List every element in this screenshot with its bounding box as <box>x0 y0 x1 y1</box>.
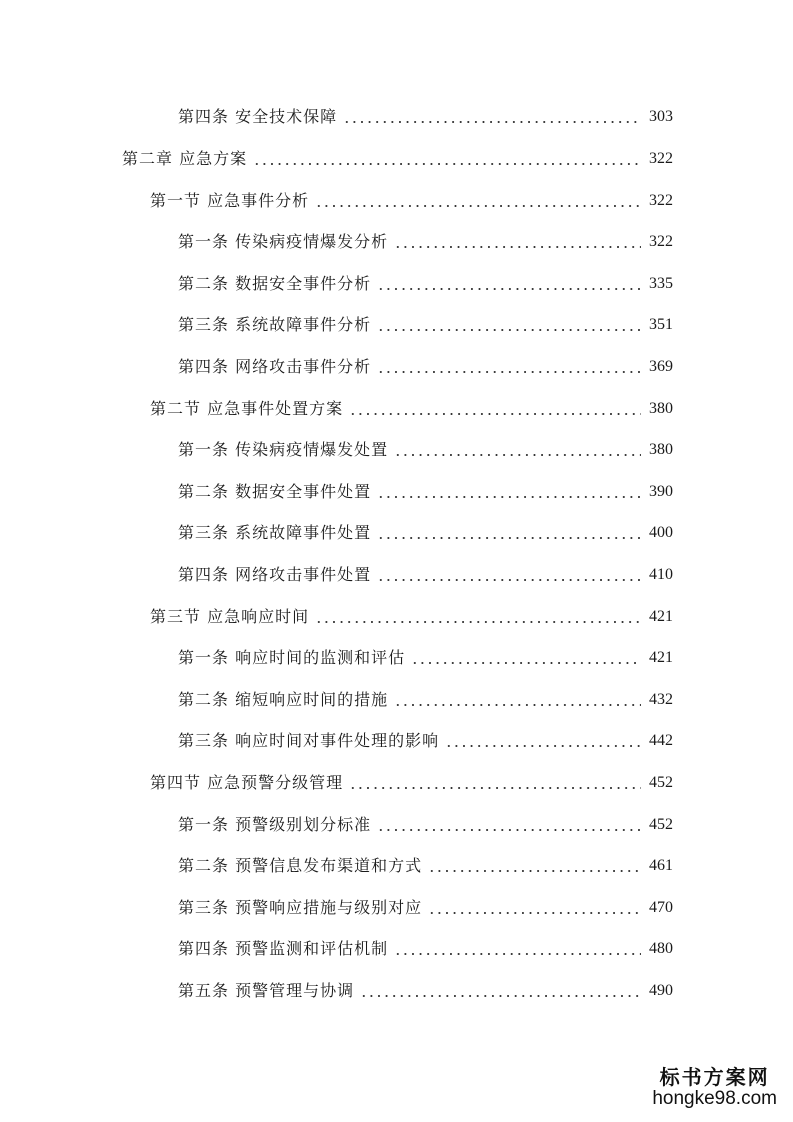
toc-entry-label: 第四条 网络攻击事件处置 <box>178 565 372 584</box>
toc-entry[interactable] <box>178 479 673 505</box>
toc-entry[interactable] <box>150 396 673 422</box>
watermark-site-url: hongke98.com <box>652 1088 777 1109</box>
toc-entry[interactable] <box>178 812 673 838</box>
toc-entry[interactable] <box>178 520 673 546</box>
toc-page-number: 390 <box>649 483 673 500</box>
toc-entry-label: 第一条 传染病疫情爆发处置 <box>178 440 389 459</box>
toc-entry[interactable] <box>150 770 673 796</box>
toc-entry-label: 第二章 应急方案 <box>122 149 248 168</box>
toc-dot-leader <box>377 371 641 373</box>
toc-dot-leader <box>377 829 641 831</box>
toc-dot-leader <box>394 454 641 456</box>
toc-dot-leader <box>349 413 641 415</box>
toc-entry-label: 第四条 预警监测和评估机制 <box>178 939 389 958</box>
toc-page-number: 322 <box>649 233 673 250</box>
toc-entry[interactable] <box>178 687 673 713</box>
toc-entry-label: 第四条 网络攻击事件分析 <box>178 357 372 376</box>
toc-entry-label: 第三条 响应时间对事件处理的影响 <box>178 731 440 750</box>
toc-dot-leader <box>394 246 641 248</box>
toc-dot-leader <box>394 704 641 706</box>
toc-entry-label: 第二条 缩短响应时间的措施 <box>178 690 389 709</box>
toc-page-number: 421 <box>649 649 673 666</box>
toc-dot-leader <box>253 163 641 165</box>
toc-entry[interactable] <box>178 437 673 463</box>
toc-dot-leader <box>360 995 641 997</box>
toc-entry[interactable] <box>178 354 673 380</box>
toc-dot-leader <box>411 662 641 664</box>
toc-page-number: 461 <box>649 857 673 874</box>
toc-entry[interactable] <box>178 562 673 588</box>
toc-entry[interactable] <box>178 728 673 754</box>
toc-page-number: 432 <box>649 691 673 708</box>
toc-entry-label: 第四节 应急预警分级管理 <box>150 773 344 792</box>
toc-page-number: 322 <box>649 150 673 167</box>
toc-page-number: 421 <box>649 608 673 625</box>
toc-entry[interactable] <box>178 229 673 255</box>
toc-entry-label: 第一节 应急事件分析 <box>150 191 310 210</box>
toc-dot-leader <box>394 953 641 955</box>
toc-entry[interactable] <box>178 978 673 1004</box>
toc-dot-leader <box>377 579 641 581</box>
toc-entry[interactable] <box>150 188 673 214</box>
toc-entry-label: 第三条 系统故障事件处置 <box>178 523 372 542</box>
toc-entry[interactable] <box>178 936 673 962</box>
toc-dot-leader <box>377 329 641 331</box>
toc-entry-label: 第二条 数据安全事件处置 <box>178 482 372 501</box>
toc-page-number: 369 <box>649 358 673 375</box>
site-watermark <box>652 1066 777 1110</box>
toc-page-number: 351 <box>649 316 673 333</box>
toc-page-number: 452 <box>649 774 673 791</box>
toc-dot-leader <box>349 787 641 789</box>
toc-dot-leader <box>377 288 641 290</box>
toc-entry-label: 第三节 应急响应时间 <box>150 607 310 626</box>
toc-page-number: 380 <box>649 400 673 417</box>
toc-entry[interactable] <box>178 312 673 338</box>
toc-entry-label: 第二条 预警信息发布渠道和方式 <box>178 856 423 875</box>
toc-page-number: 322 <box>649 192 673 209</box>
toc-entry[interactable] <box>178 271 673 297</box>
toc-page-number: 470 <box>649 899 673 916</box>
toc-entry-label: 第三条 预警响应措施与级别对应 <box>178 898 423 917</box>
toc-page-number: 380 <box>649 441 673 458</box>
toc-page-number: 442 <box>649 732 673 749</box>
toc-entry-label: 第五条 预警管理与协调 <box>178 981 355 1000</box>
toc-entry-label: 第一条 预警级别划分标准 <box>178 815 372 834</box>
toc-entry[interactable] <box>178 853 673 879</box>
toc-entry-label: 第一条 响应时间的监测和评估 <box>178 648 406 667</box>
toc-entry[interactable] <box>178 104 673 130</box>
toc-dot-leader <box>343 121 641 123</box>
toc-dot-leader <box>315 205 641 207</box>
toc-page-number: 303 <box>649 108 673 125</box>
toc-dot-leader <box>377 496 641 498</box>
toc-entry[interactable] <box>178 895 673 921</box>
toc-dot-leader <box>445 745 641 747</box>
toc-entry[interactable] <box>150 604 673 630</box>
toc-dot-leader <box>428 870 641 872</box>
toc-page-number: 452 <box>649 816 673 833</box>
toc-page-number: 490 <box>649 982 673 999</box>
toc-page-number: 480 <box>649 940 673 957</box>
toc-page-number: 410 <box>649 566 673 583</box>
toc-entry[interactable] <box>178 645 673 671</box>
toc-entry-label: 第三条 系统故障事件分析 <box>178 315 372 334</box>
toc-entry-label: 第四条 安全技术保障 <box>178 107 338 126</box>
toc-entry-label: 第二节 应急事件处置方案 <box>150 399 344 418</box>
watermark-site-name: 标书方案网 <box>659 1065 770 1089</box>
toc-page-number: 335 <box>649 275 673 292</box>
toc-entry-label: 第二条 数据安全事件分析 <box>178 274 372 293</box>
toc-entry-label: 第一条 传染病疫情爆发分析 <box>178 232 389 251</box>
toc-dot-leader <box>377 537 641 539</box>
toc-dot-leader <box>315 621 641 623</box>
toc-dot-leader <box>428 912 641 914</box>
toc-entry[interactable] <box>122 146 673 172</box>
toc-page-number: 400 <box>649 524 673 541</box>
